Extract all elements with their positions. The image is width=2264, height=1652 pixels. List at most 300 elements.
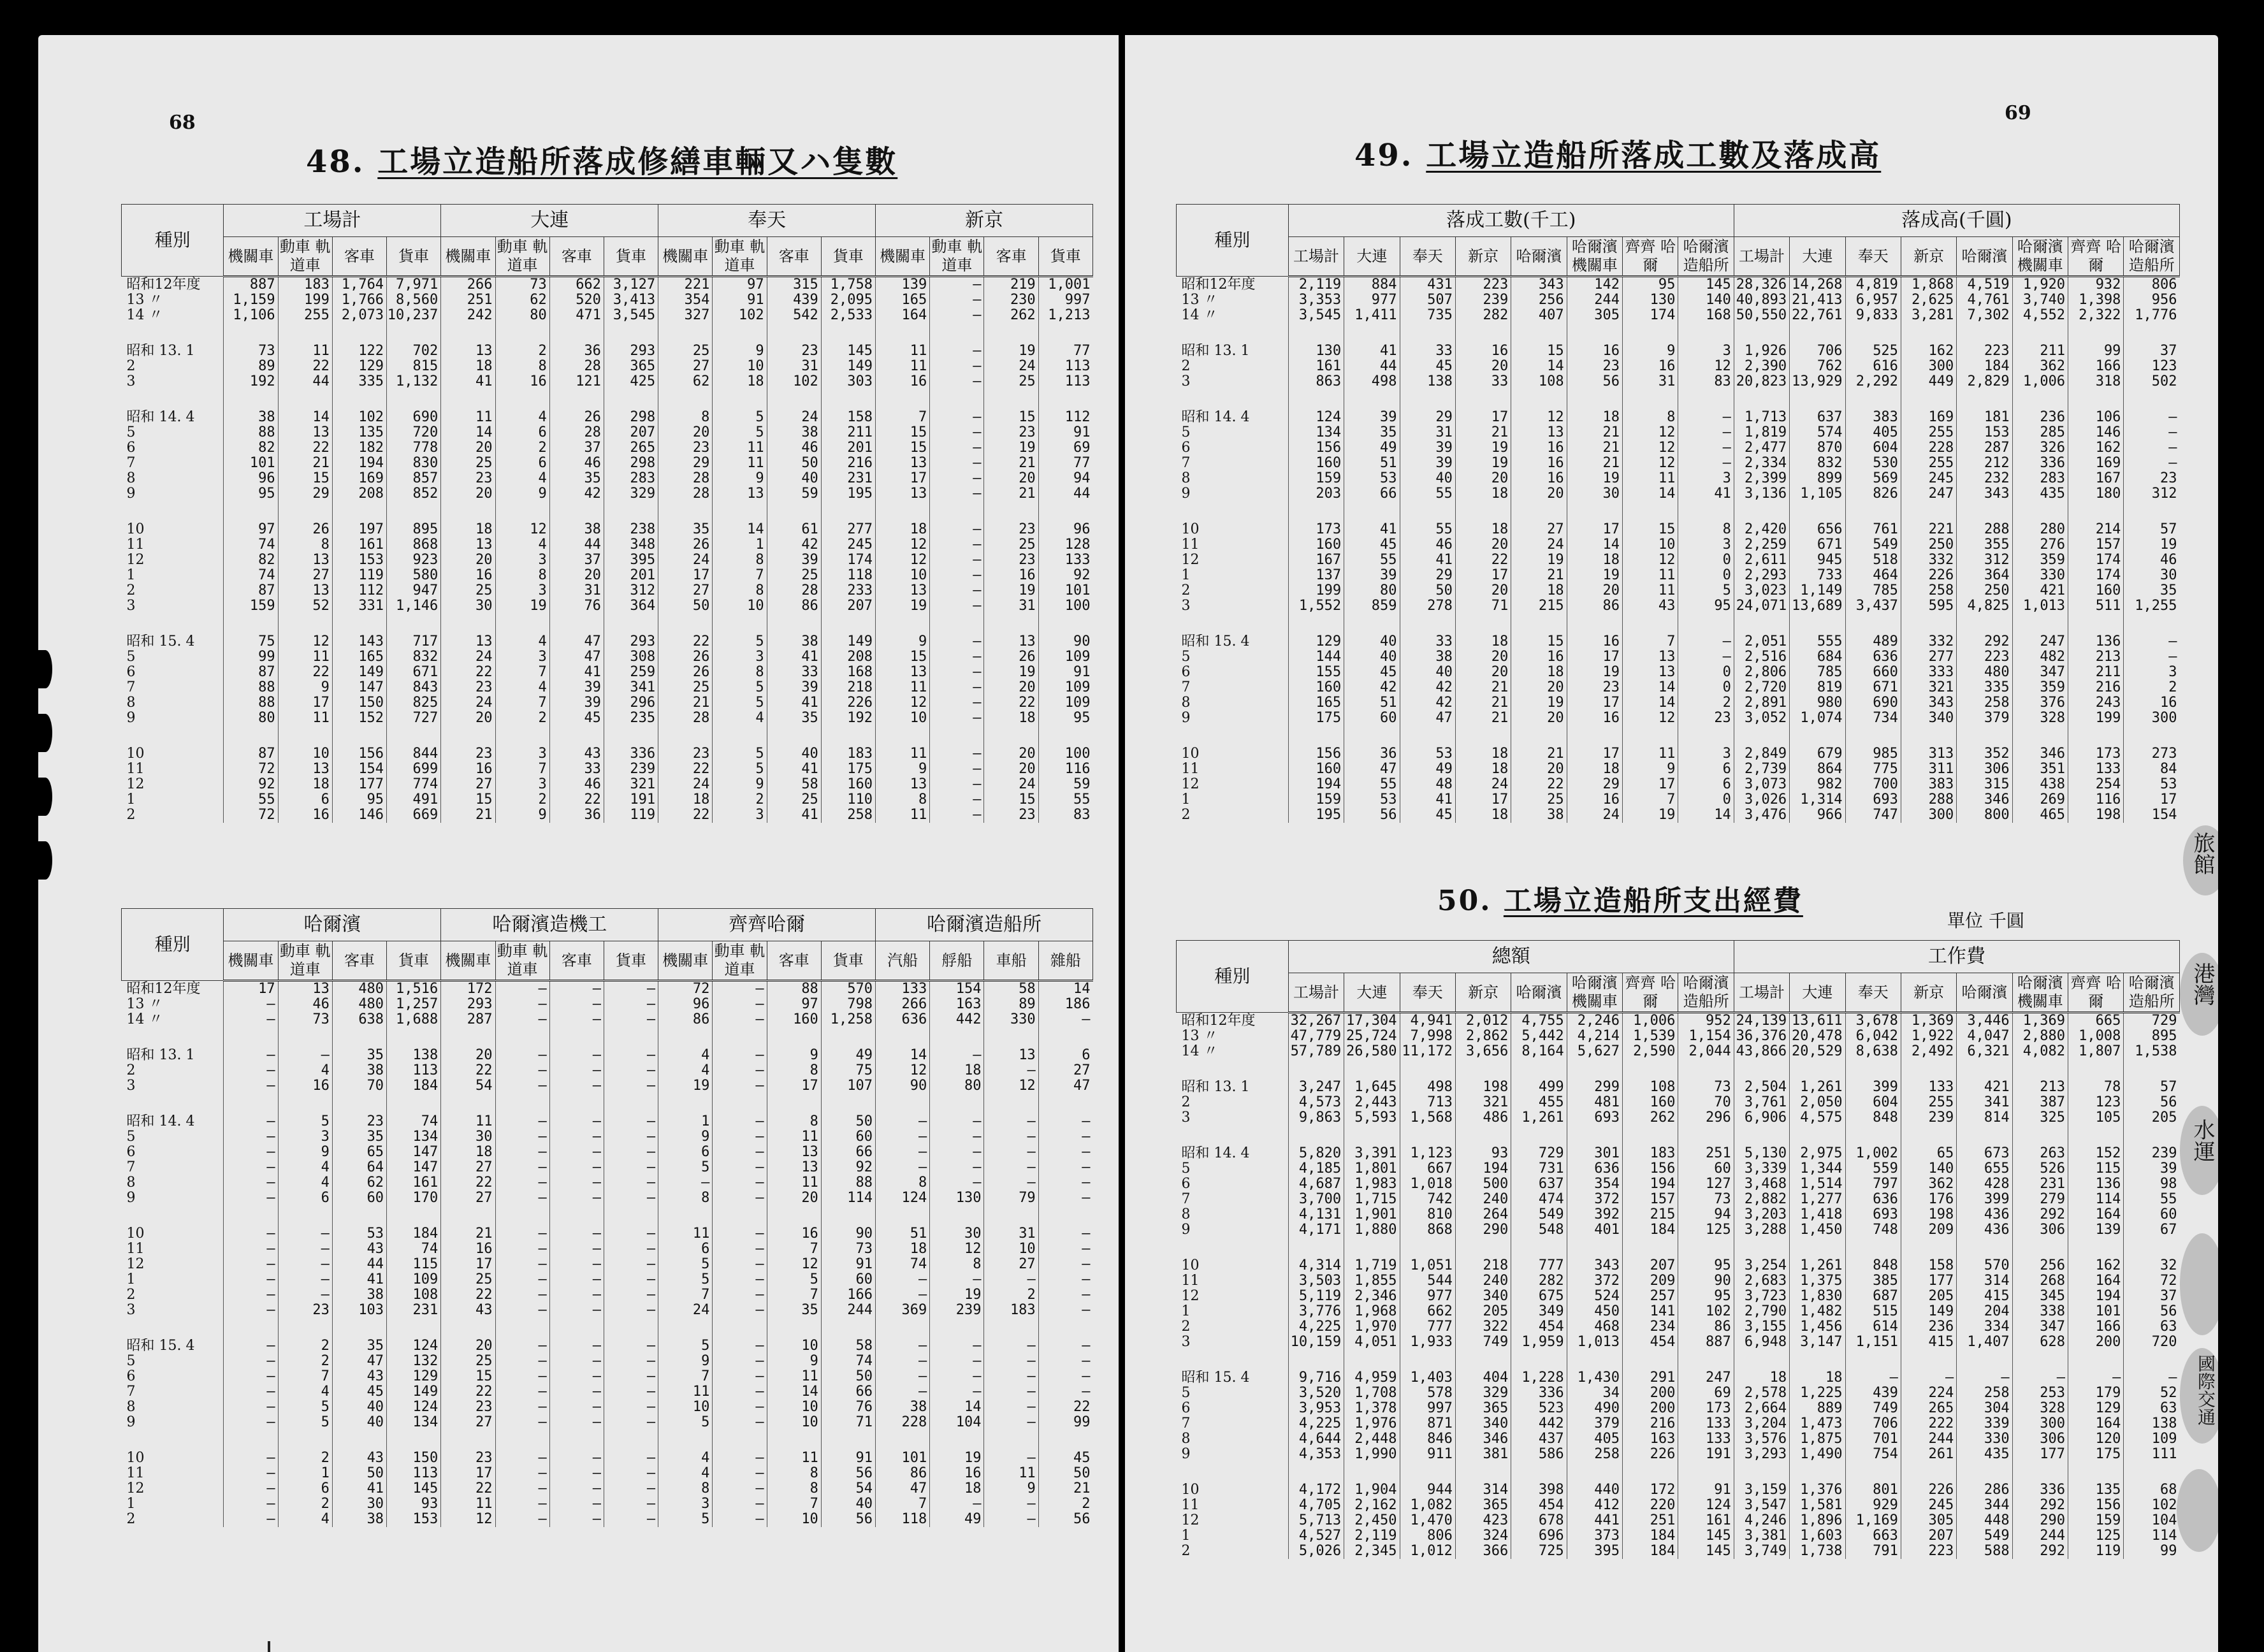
table-cell: 186 bbox=[1038, 997, 1092, 1012]
table-cell: 442 bbox=[930, 1012, 984, 1027]
table-cell: 21 bbox=[1511, 568, 1567, 583]
table-cell: 19 bbox=[930, 1287, 984, 1303]
table-cell: 717 bbox=[387, 634, 441, 649]
table-cell: 71 bbox=[821, 1415, 875, 1430]
table-cell: 5 bbox=[658, 1338, 713, 1354]
row-spacer bbox=[1177, 1126, 2180, 1146]
table-cell: 663 bbox=[1845, 1528, 1901, 1544]
table-cell: 16 bbox=[1511, 649, 1567, 665]
table-cell: 12 bbox=[278, 634, 332, 649]
table-cell: 18 bbox=[1455, 634, 1511, 649]
table-cell: — bbox=[930, 344, 984, 359]
table-row bbox=[122, 1481, 1093, 1496]
table-cell: 4,552 bbox=[2012, 308, 2068, 323]
table-cell: 212 bbox=[1957, 456, 2012, 471]
table-cell: 1,403 bbox=[1400, 1370, 1455, 1386]
table-cell: 53 bbox=[2124, 777, 2180, 792]
table-cell: 197 bbox=[332, 522, 386, 537]
row-label: 3 bbox=[126, 1078, 136, 1094]
table-cell: 21 bbox=[1455, 695, 1511, 711]
table-cell: — bbox=[713, 1415, 767, 1430]
table-cell: 250 bbox=[1901, 537, 1956, 553]
column-header: 工場計 bbox=[1734, 973, 1789, 1013]
table-cell: — bbox=[495, 1369, 549, 1384]
table-cell: 549 bbox=[1511, 1207, 1567, 1222]
table-cell: 139 bbox=[876, 277, 930, 293]
table-cell: 167 bbox=[2068, 471, 2124, 486]
table-cell: 720 bbox=[387, 425, 441, 440]
table-row bbox=[122, 762, 1093, 777]
table-cell: 73 bbox=[278, 1012, 332, 1027]
table-cell: 19 bbox=[2124, 537, 2180, 553]
table-cell: — bbox=[930, 665, 984, 680]
table-cell: 54 bbox=[441, 1078, 495, 1094]
table-cell: 549 bbox=[1957, 1528, 2012, 1544]
table-cell: 184 bbox=[1623, 1222, 1678, 1238]
table-cell: 1,538 bbox=[2124, 1044, 2180, 1059]
table-cell: 2 bbox=[278, 1496, 332, 1512]
table-cell: 690 bbox=[387, 410, 441, 425]
table-cell: 228 bbox=[1901, 440, 1956, 456]
table-cell: 3,204 bbox=[1734, 1416, 1789, 1431]
table-cell: — bbox=[930, 537, 984, 553]
table-cell: 20 bbox=[549, 568, 604, 583]
table-cell: 669 bbox=[387, 808, 441, 823]
table-cell: 1,430 bbox=[1567, 1370, 1622, 1386]
table-cell: 3,203 bbox=[1734, 1207, 1789, 1222]
table-cell: 46 bbox=[1400, 537, 1455, 553]
table-cell: 157 bbox=[2068, 537, 2124, 553]
table-cell: — bbox=[224, 1145, 278, 1160]
table-cell: 9 bbox=[876, 762, 930, 777]
table-cell: 843 bbox=[387, 680, 441, 695]
table-cell: 130 bbox=[930, 1191, 984, 1206]
row-label: 2 bbox=[126, 1512, 136, 1527]
table-cell: 174 bbox=[1623, 308, 1678, 323]
table-cell: 372 bbox=[1567, 1192, 1622, 1207]
table-cell: 415 bbox=[1901, 1335, 1956, 1350]
table-cell: 161 bbox=[387, 1175, 441, 1191]
table-cell: 20 bbox=[1455, 359, 1511, 374]
group-header: 奉天 bbox=[658, 205, 876, 237]
table-cell: 5 bbox=[713, 410, 767, 425]
table-cell: 43,866 bbox=[1734, 1044, 1789, 1059]
table-cell: 201 bbox=[604, 568, 658, 583]
table-cell: 306 bbox=[1957, 762, 2012, 777]
table-cell: 341 bbox=[604, 680, 658, 695]
table-cell: 25 bbox=[441, 1272, 495, 1287]
table-cell: — bbox=[930, 410, 984, 425]
table-cell: 343 bbox=[1901, 695, 1956, 711]
table-cell: 340 bbox=[1901, 711, 1956, 726]
table-cell: 147 bbox=[332, 680, 386, 695]
table-cell: 379 bbox=[1957, 711, 2012, 726]
table-cell: 180 bbox=[2068, 486, 2124, 502]
table-cell: 498 bbox=[1400, 1080, 1455, 1095]
table-cell: 425 bbox=[604, 374, 658, 389]
table-cell: 108 bbox=[387, 1287, 441, 1303]
table-cell: 1,314 bbox=[1790, 792, 1845, 808]
column-header: 客車 bbox=[332, 941, 386, 981]
table-cell: 130 bbox=[1623, 293, 1678, 308]
table-cell: 49 bbox=[1400, 762, 1455, 777]
table-cell: — bbox=[224, 1272, 278, 1287]
table-cell: 2,119 bbox=[1344, 1528, 1400, 1544]
table-cell: 300 bbox=[1901, 359, 1956, 374]
table-cell: 132 bbox=[387, 1354, 441, 1369]
table-cell: 354 bbox=[1567, 1177, 1622, 1192]
table-cell: 515 bbox=[1845, 1304, 1901, 1319]
group-header: 工場計 bbox=[224, 205, 441, 237]
table-cell: 239 bbox=[2124, 1146, 2180, 1161]
table-cell: 160 bbox=[767, 1012, 821, 1027]
table-row bbox=[1177, 1273, 2180, 1289]
table-cell: 27 bbox=[278, 568, 332, 583]
table-cell: 88 bbox=[224, 680, 278, 695]
table-cell: 347 bbox=[2012, 665, 2068, 680]
table-cell: 656 bbox=[1790, 522, 1845, 537]
table-cell: 134 bbox=[387, 1129, 441, 1145]
table-row bbox=[122, 1303, 1093, 1318]
table-cell: 22 bbox=[441, 1384, 495, 1400]
table-row bbox=[122, 1354, 1093, 1369]
table-cell: — bbox=[1038, 1303, 1092, 1318]
table-cell: 14 bbox=[1623, 680, 1678, 695]
table-cell: 4,131 bbox=[1288, 1207, 1344, 1222]
table-cell: 6 bbox=[1678, 762, 1734, 777]
table-cell: 7 bbox=[278, 1369, 332, 1384]
table-cell: 690 bbox=[1845, 695, 1901, 711]
row-header: 種別 bbox=[1177, 205, 1289, 277]
table-row bbox=[122, 1242, 1093, 1257]
table-cell: 89 bbox=[984, 997, 1038, 1012]
table-cell: 1,255 bbox=[2124, 598, 2180, 614]
table-cell: 1,225 bbox=[1790, 1386, 1845, 1401]
table-cell: 1,261 bbox=[1511, 1110, 1567, 1126]
table-cell: 544 bbox=[1400, 1273, 1455, 1289]
table-cell: 7 bbox=[1623, 792, 1678, 808]
row-spacer bbox=[122, 1094, 1093, 1114]
table-cell: 1,766 bbox=[332, 293, 386, 308]
table-cell: 154 bbox=[2124, 808, 2180, 823]
table-row bbox=[1177, 1401, 2180, 1416]
table-cell: 243 bbox=[2068, 695, 2124, 711]
table-cell: 24 bbox=[1511, 537, 1567, 553]
table-cell: — bbox=[495, 1400, 549, 1415]
table-cell: 258 bbox=[1957, 695, 2012, 711]
table-row bbox=[122, 1272, 1093, 1287]
table-cell: 5 bbox=[658, 1512, 713, 1527]
table-cell: 207 bbox=[821, 598, 875, 614]
table-cell: — bbox=[604, 1496, 658, 1512]
table-cell: — bbox=[495, 1191, 549, 1206]
table-cell: 149 bbox=[1901, 1304, 1956, 1319]
table-cell: 124 bbox=[1288, 410, 1344, 425]
table-cell: 9,863 bbox=[1288, 1110, 1344, 1126]
table-cell: 18 bbox=[441, 359, 495, 374]
row-label: 7 bbox=[126, 1384, 136, 1400]
row-label: 14 〃 bbox=[126, 1012, 163, 1027]
table-cell: 19 bbox=[1455, 440, 1511, 456]
table-cell: 4 bbox=[278, 1175, 332, 1191]
table-cell: 65 bbox=[1901, 1146, 1956, 1161]
table-cell: 230 bbox=[984, 293, 1038, 308]
table-cell: 239 bbox=[1901, 1110, 1956, 1126]
table-cell: 111 bbox=[2124, 1447, 2180, 1462]
table-cell: 10 bbox=[767, 1512, 821, 1527]
column-header: 新京 bbox=[1455, 973, 1511, 1013]
row-label: 6 bbox=[126, 1145, 136, 1160]
table-cell: 3 bbox=[1678, 471, 1734, 486]
table-row bbox=[1177, 1482, 2180, 1498]
table-cell: 7 bbox=[767, 1287, 821, 1303]
table-cell: 5 bbox=[278, 1415, 332, 1430]
table-cell: — bbox=[930, 293, 984, 308]
table-cell: 11 bbox=[767, 1175, 821, 1191]
row-label: 8 bbox=[126, 695, 136, 711]
table-cell: — bbox=[495, 1242, 549, 1257]
row-label: 昭和 13. 1 bbox=[126, 344, 195, 359]
table-cell: 846 bbox=[1400, 1431, 1455, 1447]
table-cell: 38 bbox=[224, 410, 278, 425]
table-cell: 208 bbox=[821, 649, 875, 665]
table-cell: 55 bbox=[2124, 1192, 2180, 1207]
table-cell: 94 bbox=[1038, 471, 1092, 486]
table-cell: 25 bbox=[441, 583, 495, 598]
row-spacer bbox=[1177, 389, 2180, 410]
table-cell: 343 bbox=[1957, 486, 2012, 502]
row-label: 11 bbox=[126, 762, 145, 777]
group-header: 哈爾濱 bbox=[224, 909, 441, 941]
table-cell: 95 bbox=[1678, 1258, 1734, 1273]
table-cell: 41 bbox=[549, 665, 604, 680]
row-spacer bbox=[1177, 614, 2180, 634]
table-cell: 247 bbox=[1901, 486, 1956, 502]
table-cell: 18 bbox=[930, 1481, 984, 1496]
table-row bbox=[1177, 374, 2180, 389]
table-cell: — bbox=[2124, 440, 2180, 456]
table-cell: 37 bbox=[549, 553, 604, 568]
table-cell: 49 bbox=[821, 1048, 875, 1063]
row-label: 2 bbox=[126, 583, 136, 598]
table-cell: 13 bbox=[876, 456, 930, 471]
table-cell: — bbox=[984, 1272, 1038, 1287]
table-cell: 204 bbox=[1957, 1304, 2012, 1319]
table-cell: 73 bbox=[821, 1242, 875, 1257]
column-header: 車船 bbox=[984, 941, 1038, 981]
table-cell: 16 bbox=[930, 1466, 984, 1481]
table-cell: 33 bbox=[1400, 634, 1455, 649]
table-row bbox=[122, 522, 1093, 537]
table-cell: 3,547 bbox=[1734, 1498, 1789, 1513]
table-cell: 155 bbox=[1288, 665, 1344, 680]
table-cell: 329 bbox=[604, 486, 658, 502]
table-cell: 3,155 bbox=[1734, 1319, 1789, 1335]
table-cell: 20 bbox=[441, 1338, 495, 1354]
table-cell: 814 bbox=[1957, 1110, 2012, 1126]
table-cell: 1,896 bbox=[1790, 1513, 1845, 1528]
table-cell: 216 bbox=[821, 456, 875, 471]
row-label: 3 bbox=[126, 1303, 136, 1318]
table-cell: 231 bbox=[387, 1303, 441, 1318]
table-cell: — bbox=[713, 1242, 767, 1257]
table-cell: 3 bbox=[495, 553, 549, 568]
row-label: 6 bbox=[1181, 1177, 1191, 1192]
table-cell: 76 bbox=[821, 1400, 875, 1415]
table-cell: 211 bbox=[821, 425, 875, 440]
table-cell: 775 bbox=[1845, 762, 1901, 777]
table-cell: — bbox=[549, 1354, 604, 1369]
table-cell: 47 bbox=[549, 649, 604, 665]
table-cell: 5 bbox=[658, 1415, 713, 1430]
table-cell: — bbox=[713, 1114, 767, 1129]
table-cell: 8 bbox=[713, 665, 767, 680]
table-cell: 328 bbox=[2012, 1401, 2068, 1416]
table-cell: 311 bbox=[1901, 762, 1956, 777]
table-cell: 338 bbox=[2012, 1304, 2068, 1319]
table-cell: 22 bbox=[278, 440, 332, 456]
table-cell: 16 bbox=[1567, 344, 1622, 359]
table-cell: — bbox=[224, 1354, 278, 1369]
table-cell: — bbox=[930, 456, 984, 471]
table-cell: 119 bbox=[2068, 1544, 2124, 1559]
table-cell: — bbox=[278, 1226, 332, 1242]
table-cell: 21 bbox=[1455, 680, 1511, 695]
table-row bbox=[122, 277, 1093, 293]
table-cell: 88 bbox=[767, 981, 821, 997]
table-cell: 423 bbox=[1455, 1513, 1511, 1528]
table-cell: — bbox=[278, 1257, 332, 1272]
table-cell: 4,527 bbox=[1288, 1528, 1344, 1544]
table-cell: 201 bbox=[821, 440, 875, 456]
table-cell: 9 bbox=[876, 634, 930, 649]
table-cell: — bbox=[604, 1415, 658, 1430]
table-cell: 119 bbox=[604, 808, 658, 823]
row-label: 9 bbox=[1181, 711, 1191, 726]
table-cell: 17 bbox=[767, 1078, 821, 1094]
table-cell: — bbox=[713, 997, 767, 1012]
table-cell: 74 bbox=[387, 1114, 441, 1129]
table-cell: — bbox=[930, 1384, 984, 1400]
table-cell: 214 bbox=[2068, 522, 2124, 537]
table-cell: 145 bbox=[821, 344, 875, 359]
table-cell: 33 bbox=[549, 762, 604, 777]
table-row bbox=[122, 308, 1093, 323]
column-header: 雜船 bbox=[1038, 941, 1092, 981]
table-cell: 120 bbox=[2068, 1431, 2124, 1447]
table-cell: 435 bbox=[1957, 1447, 2012, 1462]
row-label: 7 bbox=[1181, 1416, 1191, 1431]
table-cell: — bbox=[876, 1272, 930, 1287]
table-cell: 15 bbox=[876, 649, 930, 665]
table-cell: 102 bbox=[1678, 1304, 1734, 1319]
table-cell: 11 bbox=[278, 649, 332, 665]
column-header: 大連 bbox=[1790, 973, 1845, 1013]
table-cell: 1,450 bbox=[1790, 1222, 1845, 1238]
table-cell: — bbox=[876, 1160, 930, 1175]
table-cell: — bbox=[930, 374, 984, 389]
table-cell: 70 bbox=[1678, 1095, 1734, 1110]
row-label: 11 bbox=[1181, 1498, 1200, 1513]
table-cell: 11 bbox=[278, 711, 332, 726]
table-cell: 282 bbox=[1455, 308, 1511, 323]
table-cell: 1,830 bbox=[1790, 1289, 1845, 1304]
row-label: 1 bbox=[1181, 1528, 1191, 1544]
table-row bbox=[122, 471, 1093, 486]
table-cell: 50 bbox=[1038, 1466, 1092, 1481]
table-cell: 321 bbox=[1901, 680, 1956, 695]
table-cell: 145 bbox=[1678, 277, 1734, 293]
table-cell: 35 bbox=[767, 711, 821, 726]
table-cell: 26 bbox=[278, 522, 332, 537]
table-cell: — bbox=[713, 1063, 767, 1078]
table-cell: 16 bbox=[984, 568, 1038, 583]
table-cell: 11 bbox=[658, 1384, 713, 1400]
row-label: 8 bbox=[126, 1400, 136, 1415]
table-cell: 12 bbox=[1623, 440, 1678, 456]
table-cell: 9,833 bbox=[1845, 308, 1901, 323]
table-cell: 47 bbox=[1344, 762, 1400, 777]
table-cell: 6 bbox=[495, 425, 549, 440]
table-cell: 165 bbox=[332, 649, 386, 665]
table-cell: 96 bbox=[658, 997, 713, 1012]
table-cell: 334 bbox=[1957, 1319, 2012, 1335]
column-header: 貨車 bbox=[821, 941, 875, 981]
table-cell: 887 bbox=[1678, 1335, 1734, 1350]
table-cell: 3,254 bbox=[1734, 1258, 1789, 1273]
table-cell: 113 bbox=[1038, 374, 1092, 389]
table-cell: 373 bbox=[1567, 1528, 1622, 1544]
row-label: 5 bbox=[1181, 1386, 1191, 1401]
table-cell: 113 bbox=[387, 1063, 441, 1078]
table-cell: 5 bbox=[1678, 583, 1734, 598]
table-cell: 2,492 bbox=[1901, 1044, 1956, 1059]
table-cell: 177 bbox=[2012, 1447, 2068, 1462]
table-cell: 700 bbox=[1845, 777, 1901, 792]
table-cell: 8 bbox=[767, 1114, 821, 1129]
table-cell: 39 bbox=[1344, 568, 1400, 583]
table-cell: — bbox=[604, 1175, 658, 1191]
table-cell: 2,420 bbox=[1734, 522, 1789, 537]
table-cell: 238 bbox=[604, 522, 658, 537]
table-cell: — bbox=[604, 1063, 658, 1078]
table-cell: 436 bbox=[1957, 1207, 2012, 1222]
table-cell: — bbox=[604, 1242, 658, 1257]
table-cell: 11 bbox=[1623, 746, 1678, 762]
table-cell: 448 bbox=[1957, 1513, 2012, 1528]
table-cell: 57 bbox=[2124, 1080, 2180, 1095]
table-cell: 133 bbox=[876, 981, 930, 997]
table-cell: 159 bbox=[1288, 792, 1344, 808]
row-label: 昭和 15. 4 bbox=[1181, 634, 1250, 649]
table-cell: 6,948 bbox=[1734, 1335, 1789, 1350]
table-cell: 298 bbox=[604, 410, 658, 425]
table-cell: 172 bbox=[1623, 1482, 1678, 1498]
table-cell: 133 bbox=[1678, 1416, 1734, 1431]
table-cell: 149 bbox=[332, 665, 386, 680]
table-cell: 18 bbox=[876, 1242, 930, 1257]
column-header: 動車 軌道車 bbox=[713, 941, 767, 981]
table-cell: 40 bbox=[767, 471, 821, 486]
table-cell: 226 bbox=[821, 695, 875, 711]
table-cell: 20 bbox=[441, 440, 495, 456]
table-row bbox=[1177, 471, 2180, 486]
table-cell: 184 bbox=[387, 1078, 441, 1094]
table-cell: — bbox=[1038, 1272, 1092, 1287]
table-cell: 797 bbox=[1845, 1177, 1901, 1192]
table-cell: 74 bbox=[224, 568, 278, 583]
table-cell: 4 bbox=[495, 471, 549, 486]
